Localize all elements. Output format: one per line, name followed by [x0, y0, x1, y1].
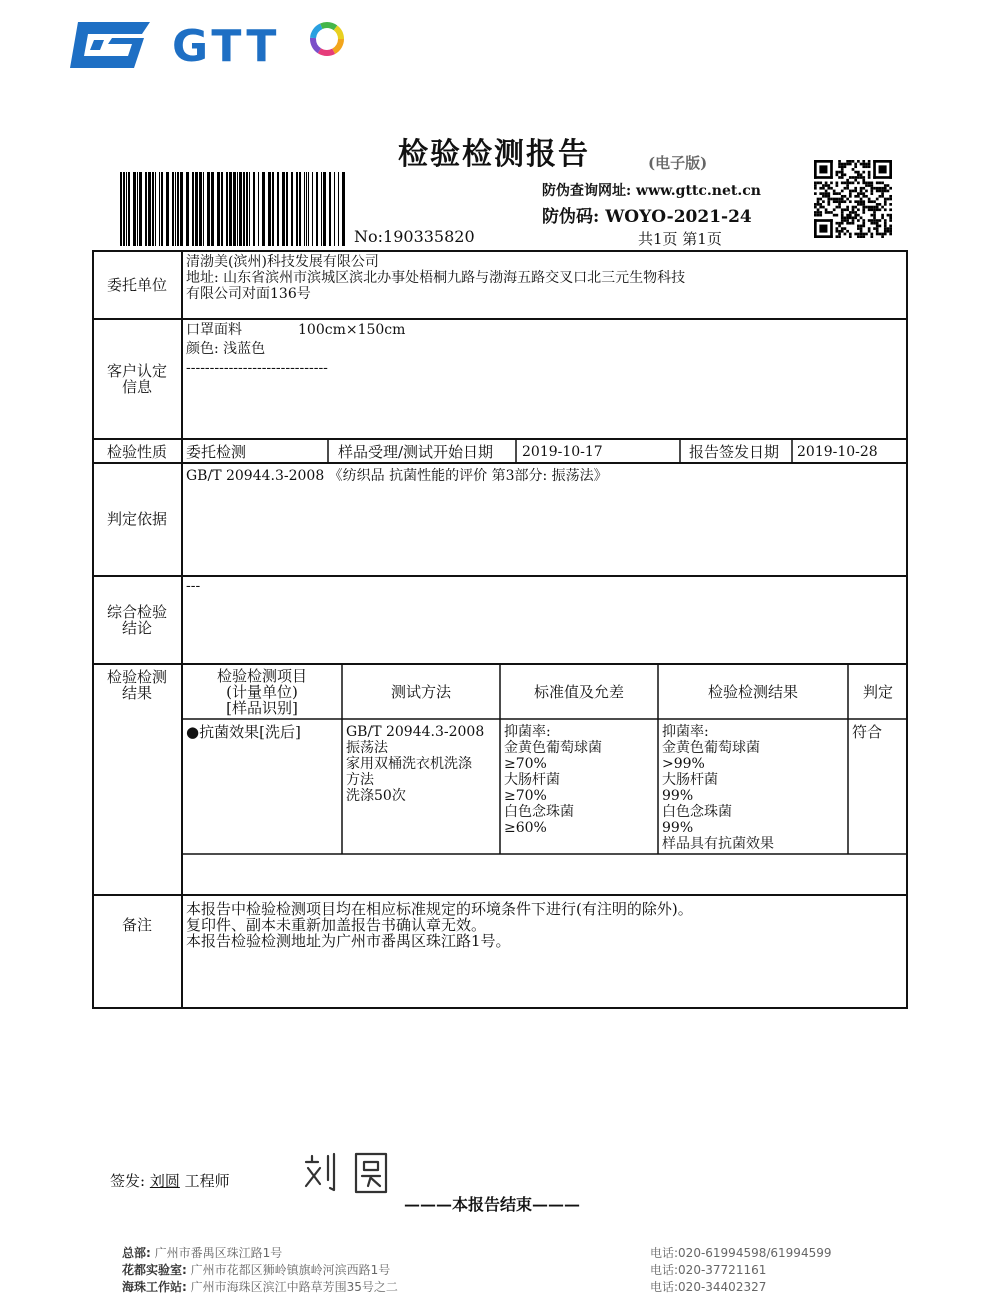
footer-address-row: 花都实验室: 广州市花都区狮岭镇旗岭河滨西路1号	[122, 1263, 391, 1277]
result-value	[662, 724, 774, 852]
product-color: 颜色: 浅蓝色	[186, 341, 266, 357]
footer-addresses	[122, 1245, 398, 1296]
report-number: No:190335820	[354, 227, 475, 246]
results-label-line1: 检验检测	[106, 668, 167, 686]
results-label-line2: 结果	[121, 684, 152, 702]
header-method: 测试方法	[390, 683, 451, 701]
header-standard: 标准值及允差	[533, 683, 624, 701]
method-line: GB/T 20944.3-2008	[346, 724, 485, 740]
standard-line: 大肠杆菌	[504, 772, 560, 788]
result-line: 样品具有抗菌效果	[662, 836, 774, 852]
verify-code: 防伪码: WOYO-2021-24	[542, 207, 752, 227]
inspection-type-value: 委托检测	[186, 443, 247, 461]
report-end-line: ———本报告结束———	[404, 1195, 581, 1214]
method-line: 振荡法	[346, 740, 388, 756]
product-name: 口罩面料	[186, 322, 242, 338]
client-address-line2: 有限公司对面136号	[186, 286, 311, 302]
inspection-type-label: 检验性质	[106, 443, 167, 461]
footer-phone-1: 电话:020-61994598/61994599	[650, 1246, 832, 1260]
footer-phones	[650, 1245, 831, 1296]
result-item: ●抗菌效果[洗后]	[186, 723, 301, 741]
footer-phone-2: 电话:020-37721161	[650, 1263, 767, 1277]
result-line: 金黄色葡萄球菌	[662, 740, 760, 756]
standard-line: ≥70%	[504, 756, 547, 772]
footer-address-row: 海珠工作站: 广州市海珠区滨江中路草芳围35号之二	[122, 1280, 398, 1294]
conclusion-label-line2: 结论	[121, 619, 152, 637]
signer-name: 刘圆	[149, 1172, 180, 1190]
footer-address-row: 总部: 广州市番禺区珠江路1号	[122, 1246, 283, 1260]
customer-info-label-line2: 信息	[121, 378, 152, 396]
signoff-label: 签发:	[110, 1172, 146, 1190]
result-method	[346, 724, 484, 804]
result-line: >99%	[662, 756, 705, 772]
header-item-line2: (计量单位)	[226, 683, 298, 701]
info-divider: ------------------------------	[186, 360, 328, 376]
remarks-line1: 本报告中检验检测项目均在相应标准规定的环境条件下进行(有注明的除外)。	[186, 900, 693, 918]
barcode	[118, 172, 348, 246]
standard-line: ≥60%	[504, 820, 547, 836]
company-logo-ring	[308, 20, 346, 58]
handwritten-signature	[298, 1148, 398, 1198]
result-line: 抑菌率:	[662, 724, 709, 740]
edition-label: (电子版)	[648, 154, 708, 172]
company-logo-text: GTT	[172, 21, 281, 72]
result-verdict: 符合	[852, 723, 883, 741]
conclusion-value: ---	[186, 578, 201, 594]
result-line: 白色念珠菌	[662, 804, 732, 820]
client-name: 清渤美(滨州)科技发展有限公司	[186, 254, 379, 270]
signoff-line	[110, 1170, 230, 1191]
start-date-value: 2019-10-17	[522, 444, 603, 460]
result-line: 99%	[662, 820, 694, 836]
client-address-line1: 地址: 山东省滨州市滨城区滨北办事处梧桐九路与渤海五路交叉口北三元生物科技	[186, 270, 686, 286]
header-result: 检验检测结果	[707, 683, 798, 701]
result-line: 大肠杆菌	[662, 772, 718, 788]
basis-label: 判定依据	[106, 510, 167, 528]
result-line: 99%	[662, 788, 694, 804]
page-count: 共1页 第1页	[638, 230, 722, 248]
header-item-line1: 检验检测项目	[216, 667, 307, 685]
client-label: 委托单位	[106, 276, 167, 294]
standard-line: 金黄色葡萄球菌	[504, 740, 602, 756]
issue-date-value: 2019-10-28	[797, 444, 878, 460]
standard-line: 抑菌率:	[504, 724, 551, 740]
header-verdict: 判定	[862, 683, 893, 701]
method-line: 洗涤50次	[346, 788, 406, 804]
qr-code[interactable]	[814, 160, 892, 238]
company-logo-mark	[70, 22, 150, 68]
remarks-label: 备注	[121, 916, 152, 934]
start-date-label: 样品受理/测试开始日期	[338, 443, 494, 461]
result-standard	[504, 724, 602, 836]
verify-url: 防伪查询网址: www.gttc.net.cn	[542, 183, 761, 199]
product-size: 100cm×150cm	[298, 322, 406, 338]
issue-date-label: 报告签发日期	[689, 443, 780, 461]
footer-phone-3: 电话:020-34402327	[650, 1280, 767, 1294]
method-line: 方法	[346, 772, 374, 788]
remarks-line2: 复印件、副本未重新加盖报告书确认章无效。	[186, 916, 487, 934]
method-line: 家用双桶洗衣机洗涤	[346, 756, 472, 772]
basis-value: GB/T 20944.3-2008 《纺织品 抗菌性能的评价 第3部分: 振荡法》	[186, 468, 608, 484]
report-table	[92, 250, 908, 1010]
conclusion-label-line1: 综合检验	[106, 603, 167, 621]
customer-info-label-line1: 客户认定	[106, 362, 167, 380]
header-item-line3: [样品识别]	[226, 699, 298, 717]
standard-line: 白色念珠菌	[504, 804, 574, 820]
signer-title: 工程师	[184, 1172, 230, 1190]
remarks-line3: 本报告检验检测地址为广州市番禺区珠江路1号。	[186, 932, 511, 950]
report-title: 检验检测报告	[398, 137, 590, 172]
standard-line: ≥70%	[504, 788, 547, 804]
